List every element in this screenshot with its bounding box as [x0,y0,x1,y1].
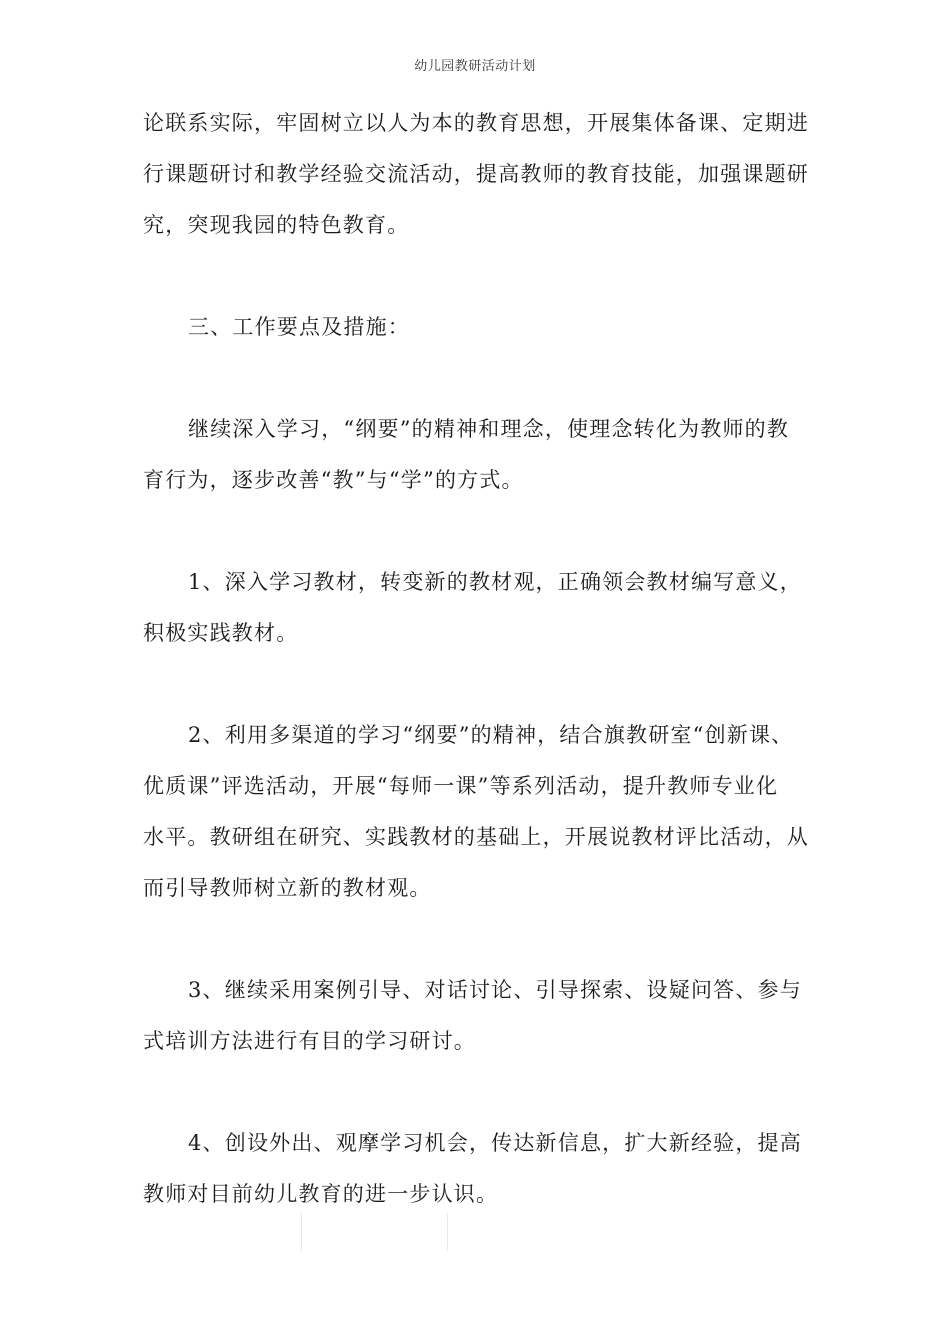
text-line: 论联系实际，牢固树立以人为本的教育思想，开展集体备课、定期进 [143,111,809,135]
text-line: 教师对目前幼儿教育的进一步认识。 [143,1182,499,1206]
section-heading-text: 三、工作要点及措施： [188,315,410,339]
text-line: 积极实践教材。 [143,621,299,645]
text-line: 优质课”评选活动，开展“每师一课”等系列活动，提升教师专业化 [143,774,779,798]
document-body [143,98,823,1220]
text-line: 而引导教师树立新的教材观。 [143,876,432,900]
text-line: 行课题研讨和教学经验交流活动，提高教师的教育技能，加强课题研 [143,162,809,186]
footer-placeholder-box [301,1213,448,1251]
paragraph-study-guidelines [143,404,823,506]
list-item-3 [143,965,823,1067]
text-line: 究，突现我园的特色教育。 [143,213,410,237]
text-line: 育行为，逐步改善“教”与“学”的方式。 [143,468,524,492]
list-item-1 [143,557,823,659]
text-line: 式培训方法进行有目的学习研讨。 [143,1029,476,1053]
section-heading [143,302,823,353]
text-line: 2、利用多渠道的学习“纲要”的精神，结合旗教研室“创新课、 [188,723,794,747]
list-item-4 [143,1118,823,1220]
text-line: 4、创设外出、观摩学习机会，传达新信息，扩大新经验，提高 [188,1131,802,1155]
list-item-2 [143,710,823,914]
text-line: 1、深入学习教材，转变新的教材观，正确领会教材编写意义， [188,570,802,594]
paragraph-intro-continued [143,98,823,251]
text-line: 继续深入学习，“纲要”的精神和理念，使理念转化为教师的教 [188,417,790,441]
page-header-title: 幼儿园教研活动计划 [414,59,536,74]
text-line: 3、继续采用案例引导、对话讨论、引导探索、设疑问答、参与 [188,978,802,1002]
text-line: 水平。教研组在研究、实践教材的基础上，开展说教材评比活动，从 [143,825,809,849]
